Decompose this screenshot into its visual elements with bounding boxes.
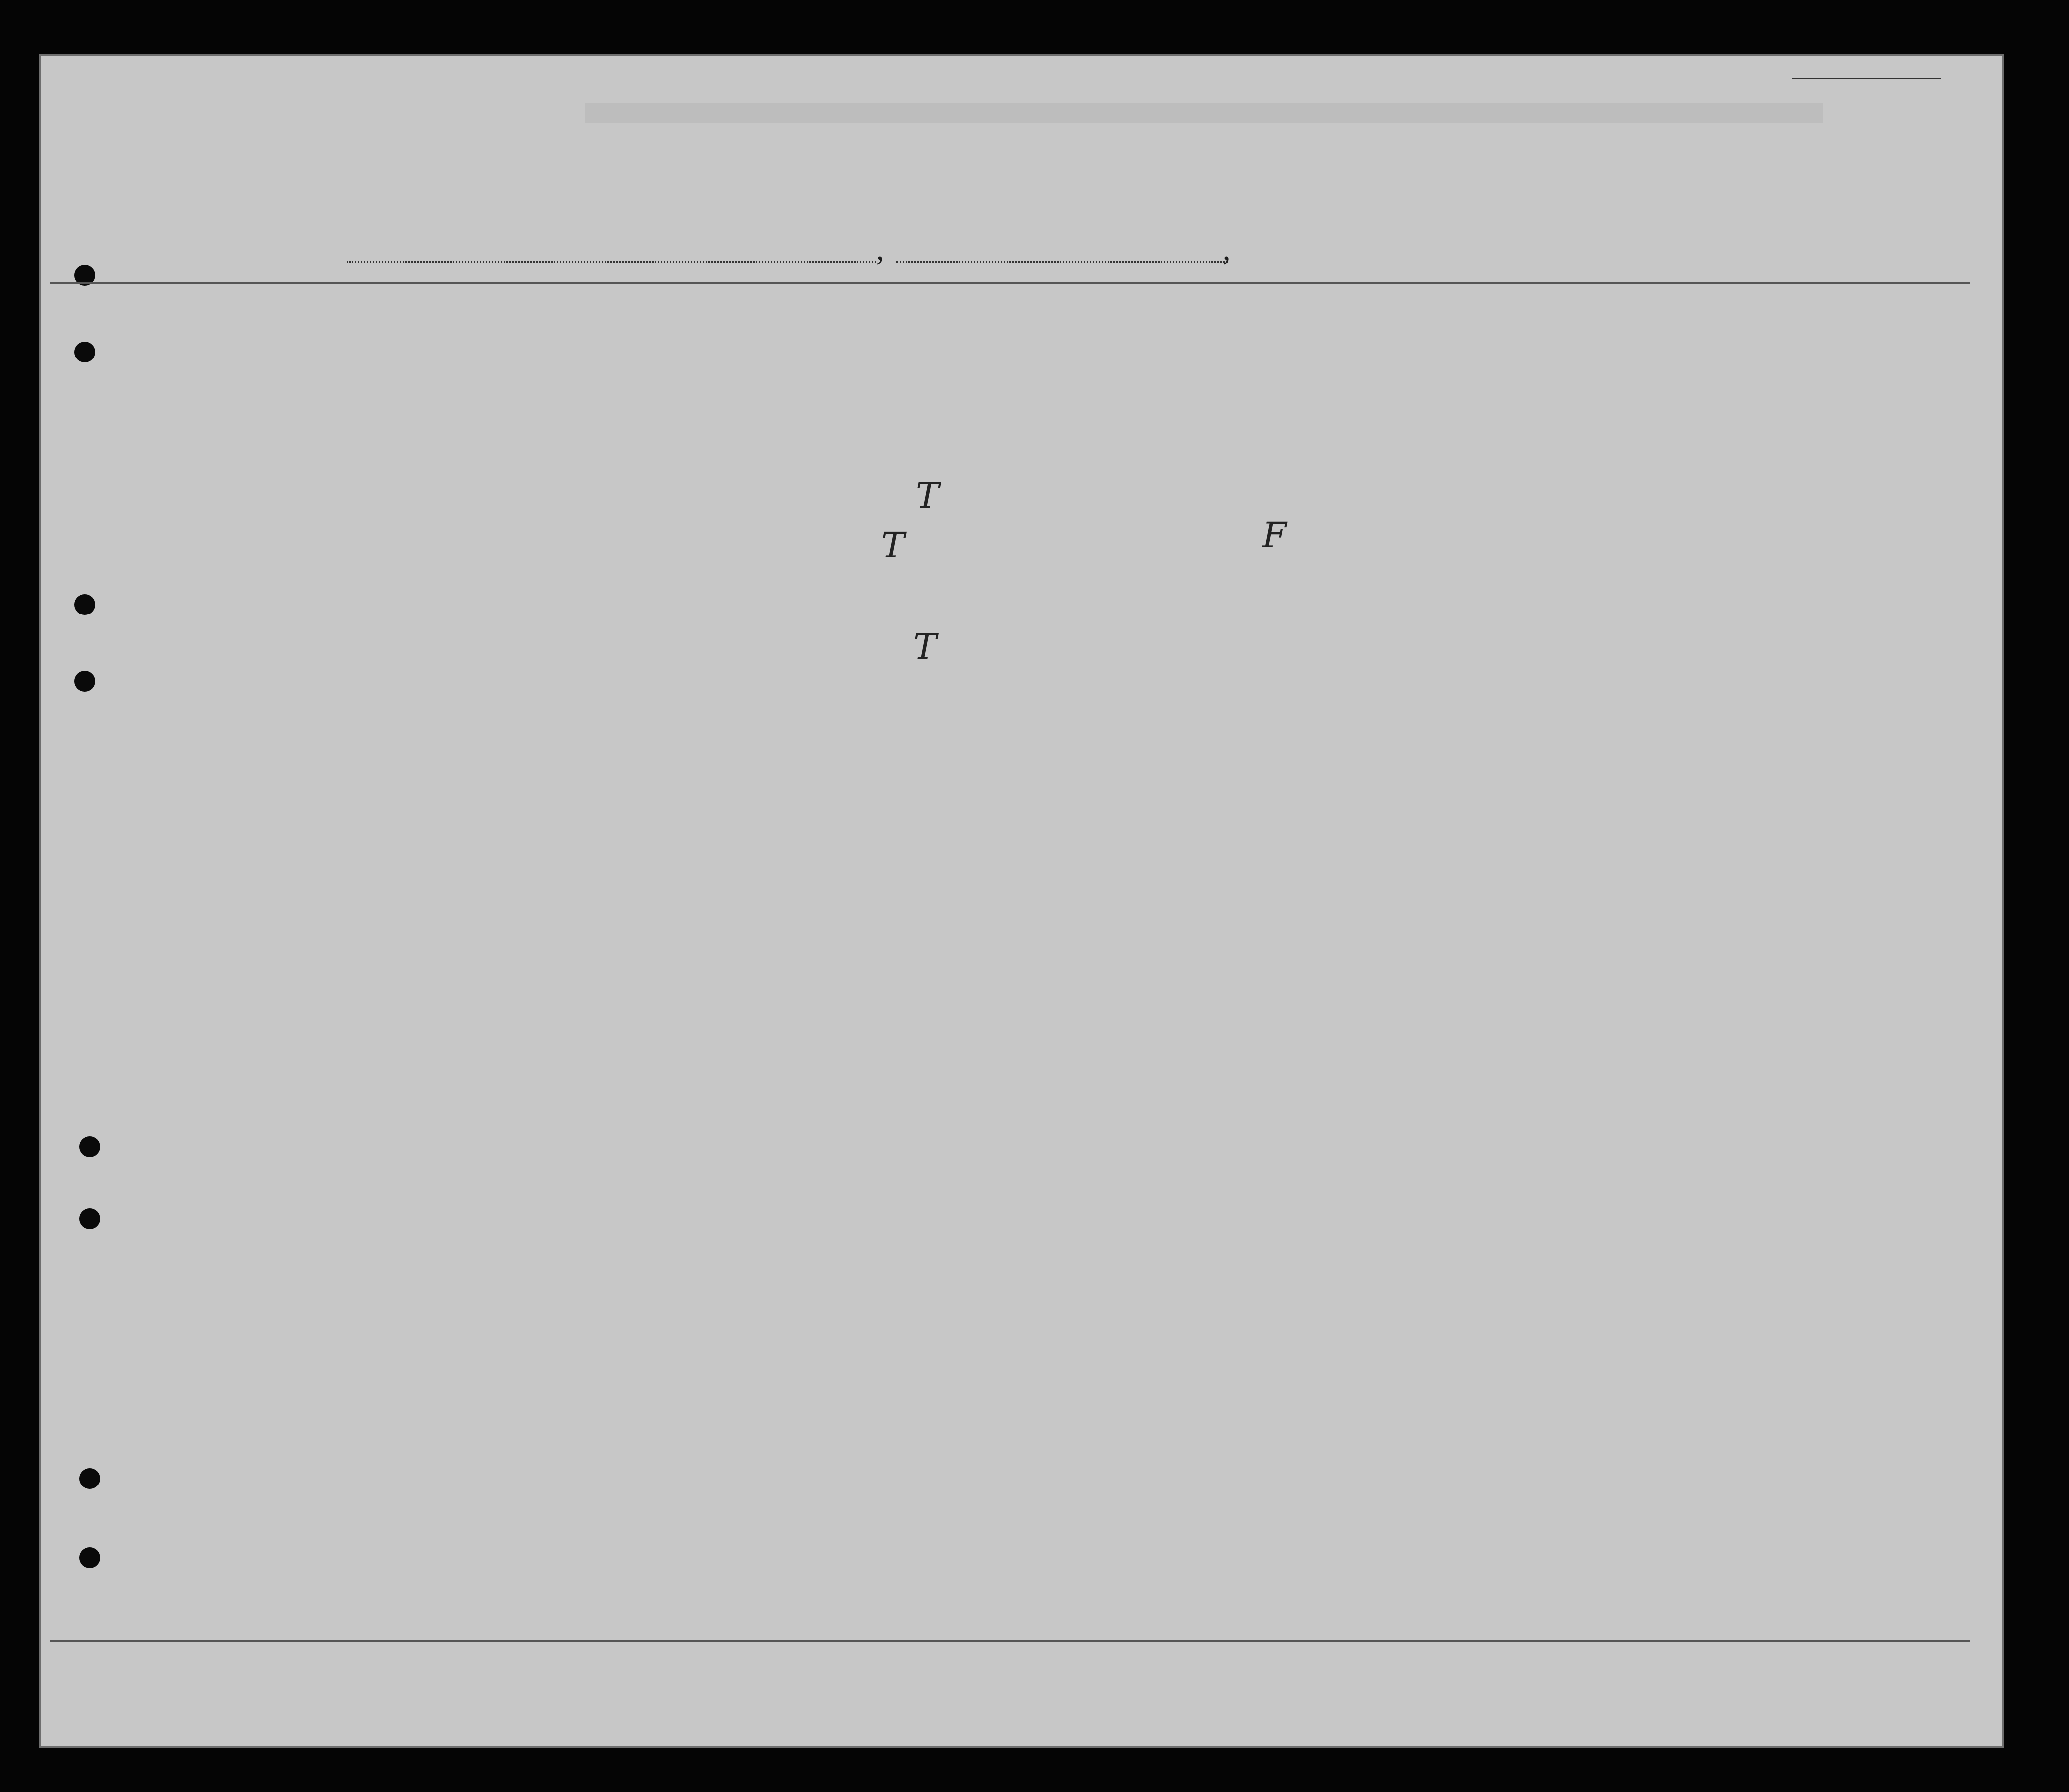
labor-offer-header: [1463, 322, 1498, 451]
purpose-citizen-header: [1270, 354, 1300, 451]
feet-header: [1673, 406, 1693, 451]
pencil-mark: T: [913, 626, 937, 667]
ticket-header: [597, 322, 626, 446]
port-line: [347, 261, 876, 263]
overthrow-header: [1409, 322, 1456, 451]
pencil-mark: F: [1262, 515, 1287, 556]
polygamist-header: [1357, 322, 1371, 446]
list-underline: [1792, 78, 1941, 79]
purpose-length-header: [1233, 354, 1262, 451]
passage-header: [629, 347, 723, 351]
manifest-table: [50, 282, 1970, 1642]
excluded-header: [1503, 322, 1520, 451]
purpose-return-header: [1196, 354, 1225, 451]
anarchist-header: [1384, 322, 1399, 446]
deported-header: [1526, 322, 1543, 451]
pencil-mark: T: [916, 475, 939, 516]
comma: ,: [1223, 233, 1231, 267]
prison-header: [1307, 322, 1342, 451]
comma: ,: [876, 233, 884, 267]
inches-header: [1698, 406, 1718, 451]
sheet-tab: [585, 103, 1823, 123]
money-header: [725, 322, 745, 446]
pencil-mark: T: [881, 525, 905, 565]
date-line: [896, 261, 1228, 263]
